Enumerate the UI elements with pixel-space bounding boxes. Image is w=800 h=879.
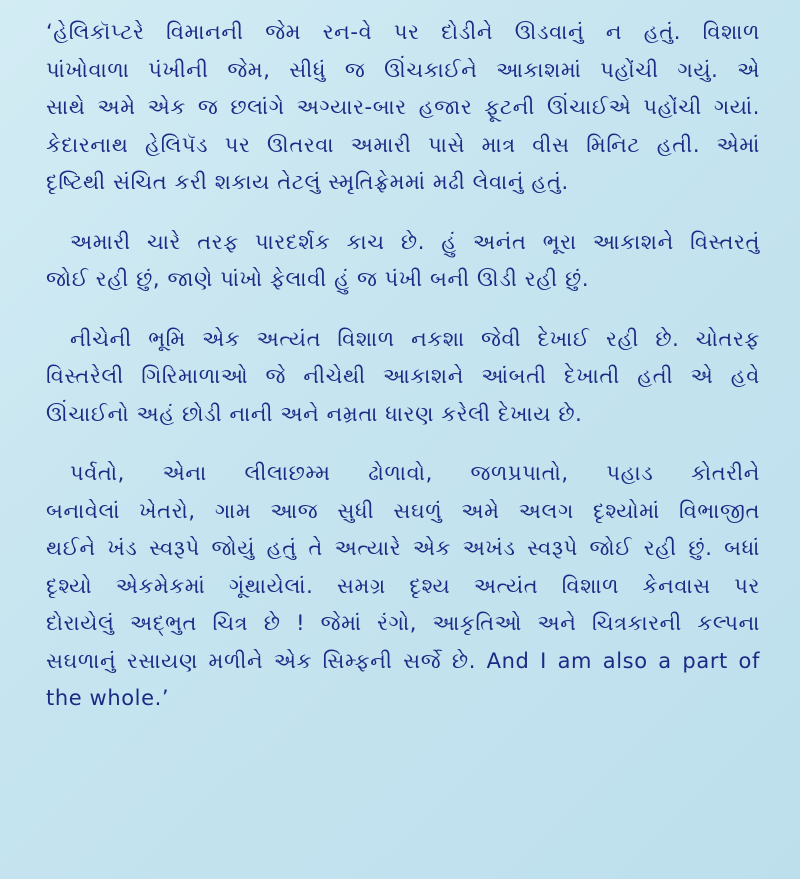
text-line: ‘હેલિકૉપ્ટરે વિમાનની જેમ રન-વે પર દોડીને ઊડવાનું ન હતું. વિશાળ [46,20,760,44]
text-line: કેદારનાથ હેલિપૅડ પર ઊતરવા અમારી પાસે માત્ર વીસ મિનિટ હતી. એમાં [46,132,761,157]
paragraph-1 [46,14,760,202]
text-line: અમારી ચારે તરફ પારદર્શક કાચ છે. હું અનંત ભૂરા આકાશને વિસ્તરતું [70,229,760,254]
text-line: ઊંચાઈનો અહં છોડી નાની અને નમ્રતા ધારણ કરેલી દેખાય છે. [46,401,583,426]
text-line: વિસ્તરેલી ગિરિમાળાઓ જે નીચેથી આકાશને આંબતી દેખાતી હતી એ હવે [46,364,760,388]
paragraph-2 [46,224,760,299]
text-line: પાંખોવાળા પંખીની જેમ, સીધું જ ઊંચકાઈને આકાશમાં પહોંચી ગયું. એ [46,57,760,82]
text-line: થઈને ખંડ સ્વરૂપે જોયું હતું તે અત્યારે એક અખંડ સ્વરૂપે જોઈ રહી છું. બધાં [46,536,760,560]
text-line: the whole.’ [46,686,170,710]
text-line: બનાવેલાં ખેતરો, ગામ આજ સુધી સઘળું અમે અલગ દૃશ્યોમાં વિભાજીત [46,498,760,523]
text-line: જોઈ રહી છું, જાણે પાંખો ફેલાવી હું જ પંખી બની ઊડી રહી છું. [46,267,590,291]
text-line: દોરાયેલું અદ્ભુત ચિત્ર છે ! જેમાં રંગો, આકૃતિઓ અને ચિત્રકારની કલ્પના [46,611,760,635]
text-line: સાથે અમે એક જ છલાંગે અગ્યાર-બાર હજાર ફૂટની ઊંચાઈએ પહોંચી ગયાં. [46,95,760,119]
text-line: દૃશ્યો એકમેકમાં ગૂંથાયેલાં. સમગ્ર દૃશ્ય અત્યંત વિશાળ કેનવાસ પર [46,573,760,598]
text-line: પર્વતો, એના લીલાછમ્મ ઢોળાવો, જળપ્રપાતો, પહાડ કોતરીને [70,461,760,485]
text-line: નીચેની ભૂમિ એક અત્યંત વિશાળ નકશા જેવી દેખાઈ રહી છે. ચોતરફ [70,326,760,351]
paragraph-4 [46,455,760,718]
text-line: દૃષ્ટિથી સંચિત કરી શકાય તેટલું સ્મૃતિફ્રેમમાં મઢી લેવાનું હતું. [46,170,569,194]
text-line: સઘળાનું રસાયણ મળીને એક સિમ્ફની સર્જે છે. And I am also a part of [46,648,760,673]
paragraph-3 [46,321,760,434]
